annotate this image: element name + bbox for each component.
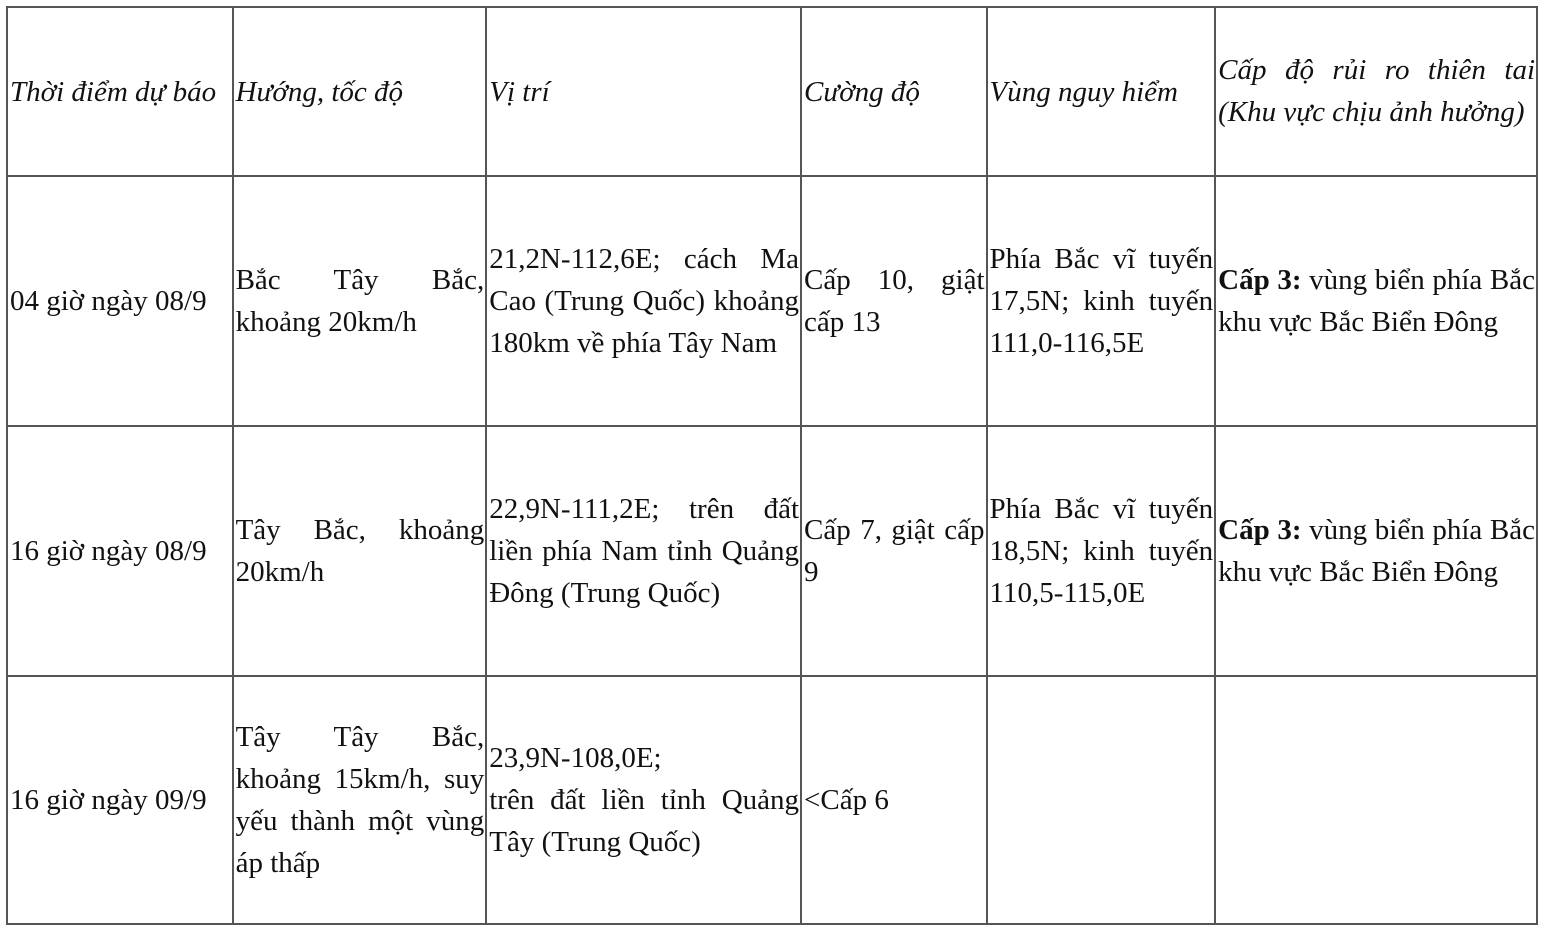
cell-intensity: <Cấp 6 bbox=[801, 676, 986, 924]
cell-direction-speed: Tây Bắc, khoảng 20km/h bbox=[233, 426, 487, 676]
cell-forecast-time: 16 giờ ngày 08/9 bbox=[7, 426, 233, 676]
risk-level-label: Cấp 3: bbox=[1218, 264, 1302, 296]
header-intensity: Cường độ bbox=[801, 7, 986, 176]
cell-disaster-risk-level bbox=[1215, 676, 1537, 924]
cell-intensity: Cấp 10, giật cấp 13 bbox=[801, 176, 986, 426]
header-danger-zone: Vùng nguy hiểm bbox=[987, 7, 1216, 176]
risk-area-text: vùng biển phía Bắc khu vực Bắc Biển Đông bbox=[1218, 514, 1535, 588]
table-row bbox=[7, 676, 1537, 924]
cell-forecast-time: 16 giờ ngày 09/9 bbox=[7, 676, 233, 924]
cell-direction-speed: Tây Tây Bắc, khoảng 15km/h, suy yếu thành một vùng áp thấp bbox=[233, 676, 487, 924]
cell-forecast-time: 04 giờ ngày 08/9 bbox=[7, 176, 233, 426]
position-coordinates: 23,9N-108,0E; bbox=[489, 742, 662, 774]
cell-danger-zone bbox=[987, 676, 1216, 924]
table-row bbox=[7, 176, 1537, 426]
risk-area-text: vùng biển phía Bắc khu vực Bắc Biển Đông bbox=[1218, 264, 1535, 338]
cell-position bbox=[486, 676, 801, 924]
cell-danger-zone: Phía Bắc vĩ tuyến 17,5N; kinh tuyến 111,0-116,5E bbox=[987, 176, 1216, 426]
table-header-row bbox=[7, 7, 1537, 176]
header-disaster-risk-level: Cấp độ rủi ro thiên tai (Khu vực chịu ảnh hưởng) bbox=[1215, 7, 1537, 176]
header-forecast-time: Thời điểm dự báo bbox=[7, 7, 233, 176]
header-position: Vị trí bbox=[486, 7, 801, 176]
cell-intensity: Cấp 7, giật cấp 9 bbox=[801, 426, 986, 676]
cell-disaster-risk-level bbox=[1215, 426, 1537, 676]
table-row bbox=[7, 426, 1537, 676]
cell-direction-speed: Bắc Tây Bắc, khoảng 20km/h bbox=[233, 176, 487, 426]
position-description: trên đất liền tỉnh Quảng Tây (Trung Quốc) bbox=[489, 784, 800, 858]
cell-position: 22,9N-111,2E; trên đất liền phía Nam tỉnh Quảng Đông (Trung Quốc) bbox=[486, 426, 801, 676]
header-direction-speed: Hướng, tốc độ bbox=[233, 7, 487, 176]
storm-forecast-table bbox=[6, 6, 1538, 925]
cell-position: 21,2N-112,6E; cách Ma Cao (Trung Quốc) khoảng 180km về phía Tây Nam bbox=[486, 176, 801, 426]
cell-danger-zone: Phía Bắc vĩ tuyến 18,5N; kinh tuyến 110,5-115,0E bbox=[987, 426, 1216, 676]
risk-level-label: Cấp 3: bbox=[1218, 514, 1302, 546]
cell-disaster-risk-level bbox=[1215, 176, 1537, 426]
